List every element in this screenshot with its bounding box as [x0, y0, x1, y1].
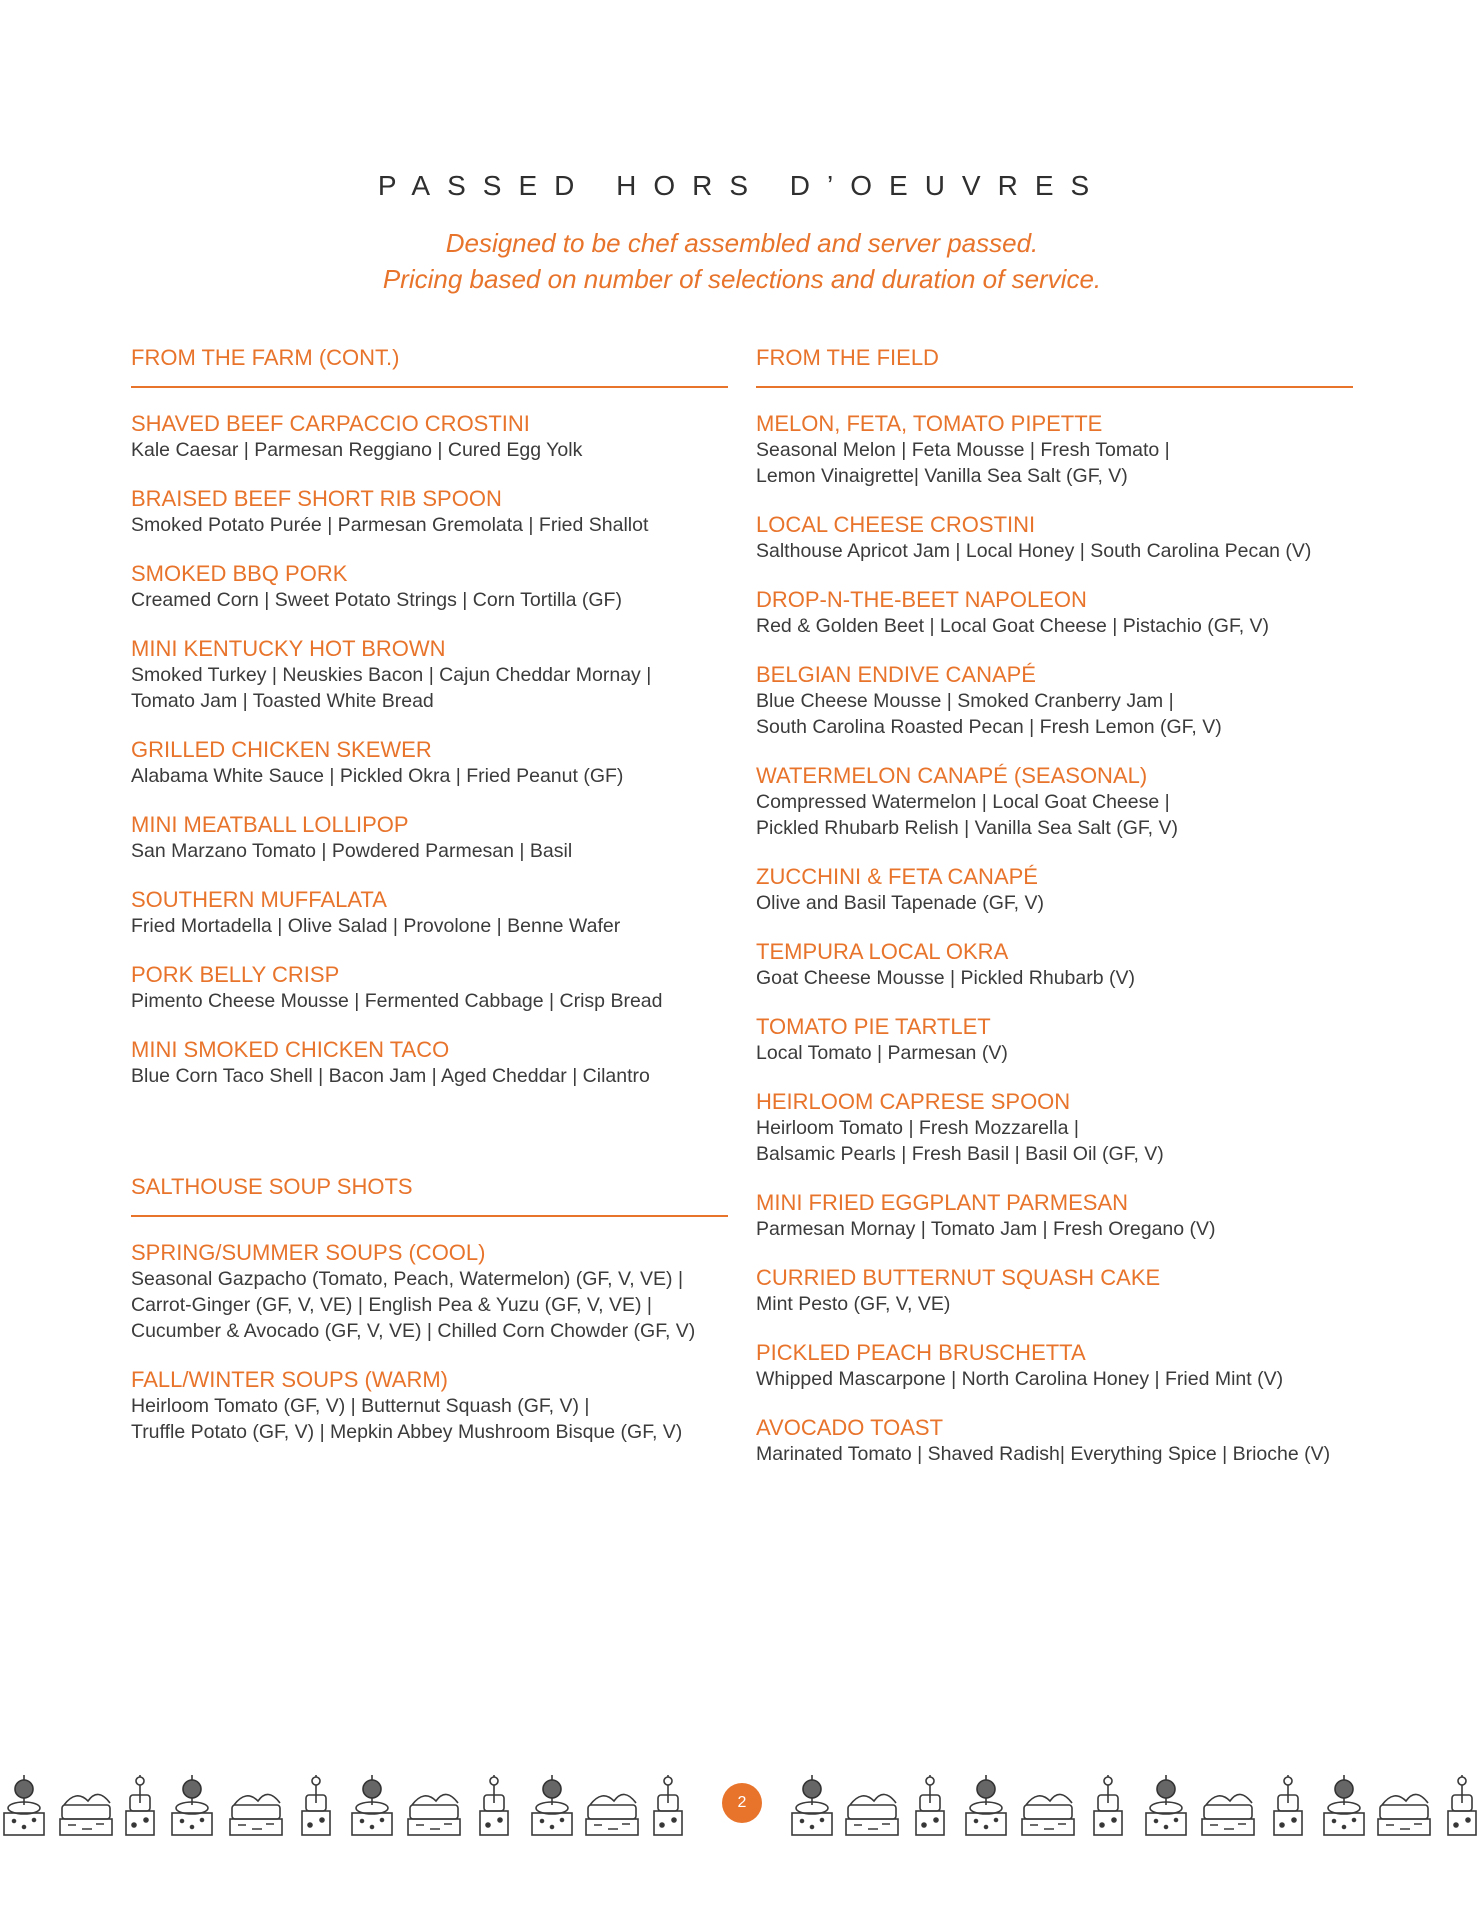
item-description: Seasonal Melon | Feta Mousse | Fresh Tomato | Lemon Vinaigrette| Vanilla Sea Salt (GF, V)	[756, 439, 1170, 487]
item-name: MINI SMOKED CHICKEN TACO	[131, 1037, 450, 1062]
section-title-farm: FROM THE FARM (CONT.)	[131, 344, 728, 388]
menu-item	[756, 1339, 1353, 1392]
item-description: Pimento Cheese Mousse | Fermented Cabbage | Crisp Bread	[131, 990, 663, 1012]
item-description: Whipped Mascarpone | North Carolina Honey | Fried Mint (V)	[756, 1368, 1284, 1390]
subtitle-line: Designed to be chef assembled and server passed.	[445, 228, 1039, 258]
menu-item	[756, 1013, 1353, 1066]
item-name: MINI KENTUCKY HOT BROWN	[131, 636, 446, 661]
item-name: PORK BELLY CRISP	[131, 962, 340, 987]
menu-item	[131, 485, 728, 538]
item-name: MINI FRIED EGGPLANT PARMESAN	[756, 1190, 1129, 1215]
page-number: 2	[722, 1783, 762, 1823]
menu-item	[756, 863, 1353, 916]
menu-item	[131, 1366, 728, 1445]
menu-item	[131, 560, 728, 613]
subtitle-line: Pricing based on number of selections and duration of service.	[382, 264, 1102, 294]
item-description: Kale Caesar | Parmesan Reggiano | Cured Egg Yolk	[131, 439, 583, 461]
item-description: Fried Mortadella | Olive Salad | Provolone | Benne Wafer	[131, 915, 621, 937]
field-items	[756, 410, 1353, 1467]
item-name: MINI MEATBALL LOLLIPOP	[131, 812, 409, 837]
menu-item	[756, 1088, 1353, 1167]
soup-items	[131, 1239, 728, 1445]
item-description: Blue Corn Taco Shell | Bacon Jam | Aged Cheddar | Cilantro	[131, 1065, 650, 1087]
item-name: HEIRLOOM CAPRESE SPOON	[756, 1089, 1071, 1114]
item-description: Alabama White Sauce | Pickled Okra | Fried Peanut (GF)	[131, 765, 624, 787]
menu-item	[131, 410, 728, 463]
item-description: Marinated Tomato | Shaved Radish| Everything Spice | Brioche (V)	[756, 1443, 1331, 1465]
item-name: CURRIED BUTTERNUT SQUASH CAKE	[756, 1265, 1161, 1290]
item-name: SOUTHERN MUFFALATA	[131, 887, 387, 912]
menu-item	[131, 1036, 728, 1089]
item-name: FALL/WINTER SOUPS (WARM)	[131, 1367, 448, 1392]
item-name: BELGIAN ENDIVE CANAPÉ	[756, 662, 1036, 687]
item-name: SPRING/SUMMER SOUPS (COOL)	[131, 1240, 486, 1265]
menu-item	[756, 410, 1353, 489]
menu-item	[756, 1414, 1353, 1467]
menu-item	[131, 886, 728, 939]
item-name: GRILLED CHICKEN SKEWER	[131, 737, 432, 762]
item-description: Parmesan Mornay | Tomato Jam | Fresh Oregano (V)	[756, 1218, 1216, 1240]
item-description: Goat Cheese Mousse | Pickled Rhubarb (V)	[756, 967, 1135, 989]
menu-item	[131, 635, 728, 714]
item-description: Compressed Watermelon | Local Goat Cheese | Pickled Rhubarb Relish | Vanilla Sea Salt (GF, V)	[756, 791, 1178, 839]
item-description: Heirloom Tomato | Fresh Mozzarella | Balsamic Pearls | Fresh Basil | Basil Oil (GF, V)	[756, 1117, 1164, 1165]
item-name: DROP-N-THE-BEET NAPOLEON	[756, 587, 1087, 612]
menu-item	[756, 1264, 1353, 1317]
item-name: LOCAL CHEESE CROSTINI	[756, 512, 1036, 537]
item-description: Smoked Potato Purée | Parmesan Gremolata | Fried Shallot	[131, 514, 649, 536]
menu-item	[131, 736, 728, 789]
menu-item	[756, 938, 1353, 991]
item-description: Blue Cheese Mousse | Smoked Cranberry Jam | South Carolina Roasted Pecan | Fresh Lemon (GF, V)	[756, 690, 1222, 738]
item-description: Seasonal Gazpacho (Tomato, Peach, Watermelon) (GF, V, VE) | Carrot-Ginger (GF, V, VE) | English Pea & Yuzu (GF, V, VE) | Cucumber & Avocado (GF, V, VE) | Chilled Corn Chowder (GF, V)	[131, 1268, 696, 1342]
section-title-soup: SALTHOUSE SOUP SHOTS	[131, 1173, 728, 1217]
menu-item	[756, 1189, 1353, 1242]
item-name: ZUCCHINI & FETA CANAPÉ	[756, 864, 1038, 889]
item-name: AVOCADO TOAST	[756, 1415, 944, 1440]
item-name: BRAISED BEEF SHORT RIB SPOON	[131, 486, 502, 511]
item-name: TOMATO PIE TARTLET	[756, 1014, 991, 1039]
farm-items	[131, 410, 728, 1089]
menu-item	[131, 811, 728, 864]
item-name: MELON, FETA, TOMATO PIPETTE	[756, 411, 1103, 436]
item-name: PICKLED PEACH BRUSCHETTA	[756, 1340, 1086, 1365]
section-title-field: FROM THE FIELD	[756, 344, 1353, 388]
page-title: PASSED HORS D’OEUVRES	[377, 170, 1107, 201]
menu-item	[131, 1239, 728, 1344]
item-name: SHAVED BEEF CARPACCIO CROSTINI	[131, 411, 530, 436]
left-column	[131, 344, 728, 1467]
item-description: Creamed Corn | Sweet Potato Strings | Corn Tortilla (GF)	[131, 589, 622, 611]
item-description: Salthouse Apricot Jam | Local Honey | South Carolina Pecan (V)	[756, 540, 1312, 562]
item-description: Smoked Turkey | Neuskies Bacon | Cajun Cheddar Mornay | Tomato Jam | Toasted White Bread	[131, 664, 652, 712]
item-name: WATERMELON CANAPÉ (SEASONAL)	[756, 763, 1148, 788]
menu-item	[756, 661, 1353, 740]
item-description: Olive and Basil Tapenade (GF, V)	[756, 892, 1044, 914]
item-description: Red & Golden Beet | Local Goat Cheese | Pistachio (GF, V)	[756, 615, 1270, 637]
item-name: SMOKED BBQ PORK	[131, 561, 348, 586]
item-description: Heirloom Tomato (GF, V) | Butternut Squash (GF, V) | Truffle Potato (GF, V) | Mepkin Abbey Mushroom Bisque (GF, V)	[131, 1395, 683, 1443]
right-column	[756, 344, 1353, 1489]
item-description: San Marzano Tomato | Powdered Parmesan | Basil	[131, 840, 573, 862]
item-description: Mint Pesto (GF, V, VE)	[756, 1293, 951, 1315]
menu-item	[131, 961, 728, 1014]
item-description: Local Tomato | Parmesan (V)	[756, 1042, 1008, 1064]
menu-item	[756, 511, 1353, 564]
section-spacer	[131, 1111, 728, 1173]
menu-item	[756, 586, 1353, 639]
item-name: TEMPURA LOCAL OKRA	[756, 939, 1009, 964]
subtitle	[0, 225, 1484, 297]
menu-item	[756, 762, 1353, 841]
